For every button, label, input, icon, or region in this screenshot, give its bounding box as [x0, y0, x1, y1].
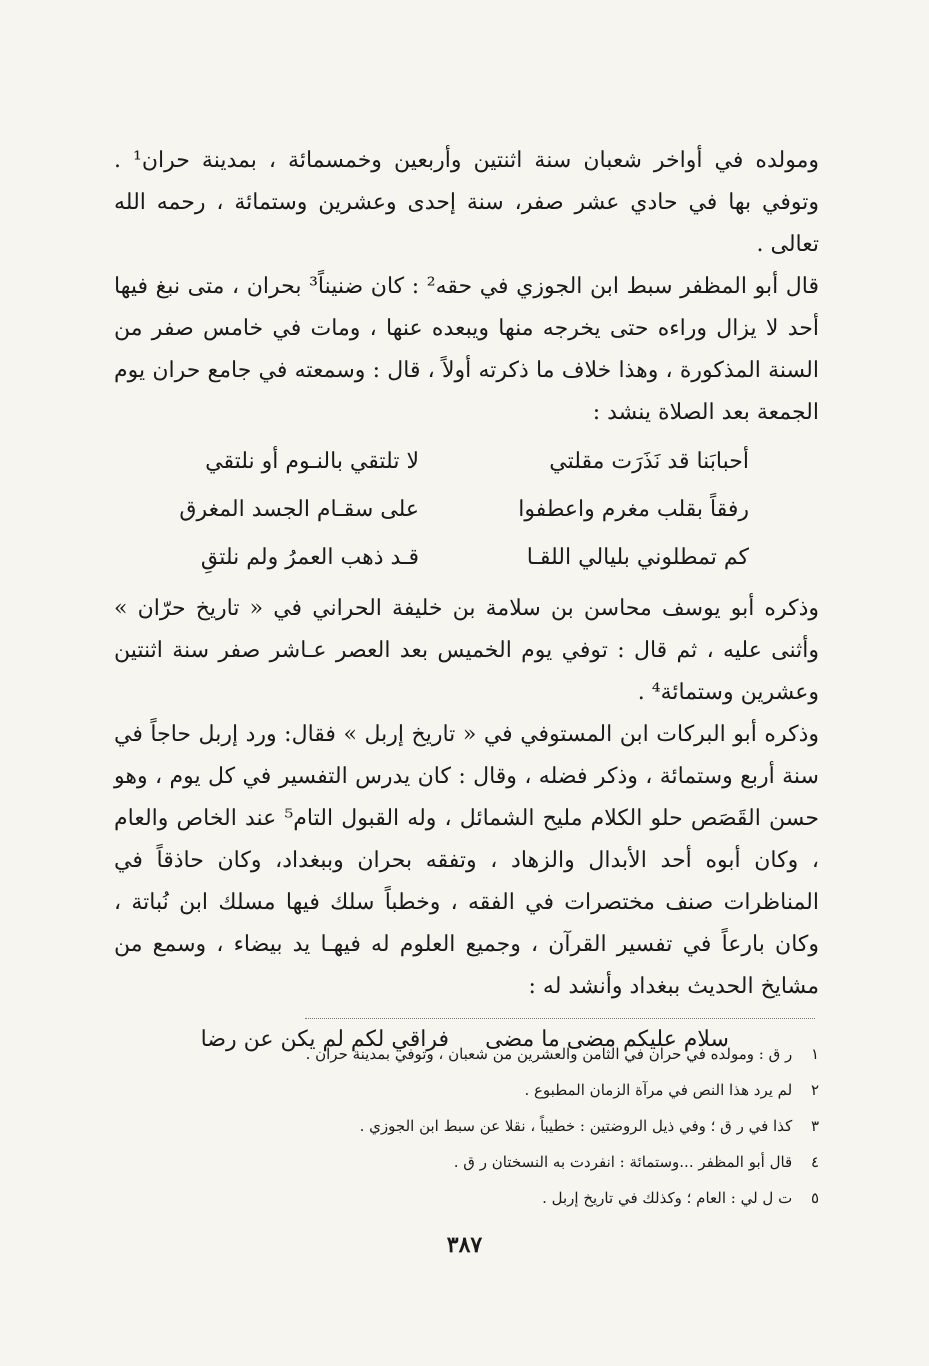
- footnote-number: ١: [810, 1045, 819, 1063]
- footnote-number: ٣: [810, 1117, 819, 1135]
- poem-hemistich: فراقي لكم لم يكن عن رضا: [200, 1027, 449, 1052]
- poem-hemistich: أحبابَنا قد نَذَرَت مقلتي: [549, 449, 749, 474]
- footnote-text: ر ق : ومولده في حران في الثامن والعشرين من شعبان ، وتوفي بمدينة حران .: [305, 1045, 793, 1063]
- footnote-number: ٤: [810, 1153, 819, 1171]
- main-text: [114, 140, 819, 1068]
- footnote-number: ٥: [810, 1189, 819, 1207]
- footnote: [114, 1072, 819, 1108]
- poem-hemistich: قـد ذهب العمرُ ولم نلتقِ: [200, 545, 419, 570]
- poem-hemistich: سلام عليكم مضى ما مضى: [485, 1027, 729, 1052]
- poem-hemistich: رفقاً بقلب مغرم واعطفوا: [518, 497, 749, 522]
- poem-hemistich: كم تمطلوني بليالي اللقـا: [526, 545, 749, 570]
- page-number: ٣٨٧: [446, 1232, 483, 1258]
- paragraph-mustawfi: وذكره أبو البركات ابن المستوفي في « تاريخ إربل » فقال: ورد إربل حاجاً في سنة أربع وستمائة ، وذكر فضله ، وقال : كان يدرس التفسير في كل يوم ، وهو حسن القَصَص حلو الكلام مليح الشمائل ، وله القبول التام⁵ عند الخاص والعام ، وكان أبوه أحد الأبدال والزهاد ، وتفقه بحران وببغداد، وكان حاذقاً في المناظرات صنف مختصرات في الفقه ، وخطباً سلك فيها مسلك ابن نُباتة ، وكان بارعاً في تفسير القرآن ، وجميع العلوم له فيهـا يد بيضاء ، وسمع من مشايخ الحديث ببغداد وأنشد له :: [114, 722, 819, 999]
- paragraph-harrani: وذكره أبو يوسف محاسن بن سلامة بن خليفة الحراني في « تاريخ حرّان » وأثنى عليه ، ثم قال : توفي يوم الخميس بعد العصر عـاشر صفر سنة اثنتين وعشرين وستمائة⁴ .: [114, 596, 819, 705]
- footnote-text: ت ل لي : العام ؛ وكذلك في تاريخ إربل .: [542, 1189, 793, 1207]
- footnote-number: ٢: [810, 1081, 819, 1099]
- footnote-text: كذا في ر ق ؛ وفي ذيل الروضتين : خطيباً ، نقلا عن سبط ابن الجوزي .: [359, 1117, 793, 1135]
- poem-block: [114, 438, 819, 582]
- footnote-text: لم يرد هذا النص في مرآة الزمان المطبوع .: [524, 1081, 793, 1099]
- footnotes: [114, 1036, 819, 1216]
- paragraph-birth-death: ومولده في أواخر شعبان سنة اثنتين وأربعين وخمسمائة ، بمدينة حران¹ . وتوفي بها في حادي عشر صفر، سنة إحدى وعشرين وستمائة ، رحمه الله تعالى .: [114, 148, 819, 257]
- poem-hemistich: لا تلتقي بالنـوم أو نلتقي: [205, 449, 419, 474]
- paragraph-sibt-quote: قال أبو المظفر سبط ابن الجوزي في حقه² : كان ضنيناً³ بحران ، متى نبغ فيها أحد لا يزال وراءه حتى يخرجه منها ويبعده عنها ، ومات في خامس صفر من السنة المذكورة ، وهذا خلاف ما ذكرته أولاً ، قال : وسمعته في جامع حران يوم الجمعة بعد الصلاة ينشد :: [114, 274, 820, 425]
- footnote: [114, 1144, 819, 1180]
- footnote-text: قال أبو المظفر ...وستمائة : انفردت به النسختان ر ق .: [453, 1153, 793, 1171]
- poem-line-3: [114, 534, 819, 582]
- footnote-divider: [305, 1018, 815, 1019]
- poem-hemistich: على سقـام الجسد المغرق: [179, 497, 419, 522]
- footnote: [114, 1180, 819, 1216]
- footnote: [114, 1036, 819, 1072]
- poem-line-2: [114, 486, 819, 534]
- poem-line-1: [114, 438, 819, 486]
- footnote: [114, 1108, 819, 1144]
